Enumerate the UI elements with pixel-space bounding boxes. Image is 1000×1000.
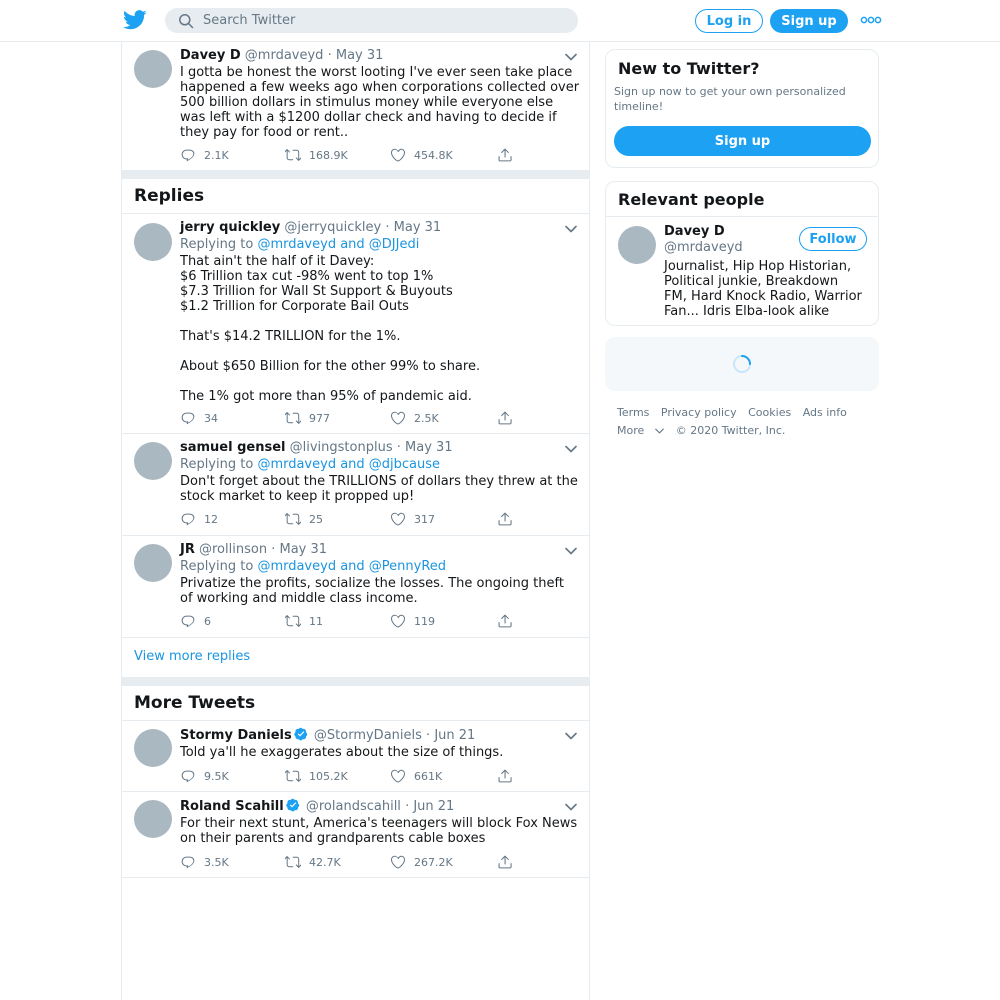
retweet-button[interactable] xyxy=(285,410,330,426)
reply-button[interactable] xyxy=(180,511,218,527)
retweet-count: 42.7K xyxy=(309,855,341,869)
tweet-date[interactable]: May 31 xyxy=(405,440,453,455)
more-tweet[interactable] xyxy=(122,792,589,878)
like-count: 454.8K xyxy=(414,148,453,162)
chevron-down-icon[interactable] xyxy=(565,803,577,811)
tweet-header xyxy=(180,542,327,558)
tweet-author-handle[interactable]: @rollinson xyxy=(199,542,268,557)
tweet-actions xyxy=(180,768,520,784)
separator-dot: · xyxy=(426,728,431,743)
tweet-author-name[interactable]: jerry quickley xyxy=(180,220,281,235)
tweet-text: Don't forget about the TRILLIONS of dollars they threw at the stock market to keep it propped up! xyxy=(180,474,583,504)
tweet-date[interactable]: Jun 21 xyxy=(413,799,455,814)
replying-to-link[interactable]: @mrdaveyd and @DJJedi xyxy=(257,237,420,252)
avatar[interactable] xyxy=(134,544,172,582)
replying-to-label: Replying to xyxy=(180,559,254,574)
tweet-author-name[interactable]: Stormy Daniels xyxy=(180,728,292,743)
retweet-button[interactable] xyxy=(285,854,341,870)
share-button[interactable] xyxy=(497,410,521,426)
login-button[interactable]: Log in xyxy=(695,9,763,33)
like-button[interactable] xyxy=(390,147,453,163)
chevron-down-icon[interactable] xyxy=(565,53,577,61)
like-count: 317 xyxy=(414,512,435,526)
retweet-count: 105.2K xyxy=(309,769,348,783)
reply-tweet[interactable] xyxy=(122,434,589,536)
follow-button[interactable]: Follow xyxy=(799,227,867,251)
loading-card xyxy=(605,337,879,391)
spinner-icon xyxy=(732,354,752,374)
retweet-icon xyxy=(285,768,301,784)
person-handle[interactable]: @mrdaveyd xyxy=(664,240,743,255)
avatar[interactable] xyxy=(134,50,172,88)
terms-link[interactable]: Terms xyxy=(617,406,650,419)
like-icon xyxy=(390,511,406,527)
like-count: 267.2K xyxy=(414,855,453,869)
reply-count: 3.5K xyxy=(204,855,229,869)
retweet-icon xyxy=(285,511,301,527)
tweet-author-name[interactable]: JR xyxy=(180,542,195,557)
share-icon xyxy=(497,511,513,527)
sidebar-signup-button[interactable]: Sign up xyxy=(614,126,871,156)
share-button[interactable] xyxy=(497,854,521,870)
tweet-date[interactable]: May 31 xyxy=(393,220,442,235)
search-icon xyxy=(178,13,194,29)
footer-links xyxy=(617,404,879,440)
separator-dot: · xyxy=(385,220,390,235)
reply-icon xyxy=(180,768,196,784)
reply-count: 2.1K xyxy=(204,148,229,162)
separator-dot: · xyxy=(405,799,410,814)
share-icon xyxy=(497,854,513,870)
reply-icon xyxy=(180,613,196,629)
section-separator xyxy=(122,678,589,686)
reply-button[interactable] xyxy=(180,768,229,784)
retweet-icon xyxy=(285,854,301,870)
more-tweet[interactable] xyxy=(122,721,589,792)
tweet-text: That ain't the half of it Davey: $6 Trillion tax cut -98% went to top 1% $7.3 Trillion for Wall St Support & Buyouts $1.2 Trillion for Corporate Bail Outs That's $14.2 TRILLION for the 1%. About $650 Billion for the other 99% to share. The 1% got more than 95% of pandemic aid. xyxy=(180,254,481,404)
retweet-button[interactable] xyxy=(285,613,323,629)
tweet-author-name[interactable]: samuel gensel xyxy=(180,440,286,455)
reply-tweet[interactable] xyxy=(122,536,589,638)
tweet-text: I gotta be honest the worst looting I've ever seen take place happened a few weeks ago when corporations collected over 500 billion dollars in stimulus money while everyone else was left with a $1200 dollar check and having to decide if they pay for food or rent.. xyxy=(180,65,584,140)
more-tweets-heading: More Tweets xyxy=(122,686,589,721)
new-to-twitter-title: New to Twitter? xyxy=(618,59,760,78)
tweet-header xyxy=(180,220,441,236)
retweet-count: 977 xyxy=(309,411,330,425)
replying-to-label: Replying to xyxy=(180,237,254,252)
avatar[interactable] xyxy=(134,223,172,261)
relevant-people-card xyxy=(605,181,879,326)
reply-icon xyxy=(180,854,196,870)
reply-tweet[interactable] xyxy=(122,214,589,434)
tweet-actions xyxy=(180,147,520,163)
signup-button[interactable]: Sign up xyxy=(770,9,848,33)
main-tweet[interactable] xyxy=(122,42,589,171)
replying-to-link[interactable]: @mrdaveyd and @PennyRed xyxy=(257,559,447,574)
tweet-date[interactable]: Jun 21 xyxy=(434,728,476,743)
reply-icon xyxy=(180,147,196,163)
privacy-link[interactable]: Privacy policy xyxy=(660,406,737,419)
copyright: © 2020 Twitter, Inc. xyxy=(675,424,786,437)
share-icon xyxy=(497,147,513,163)
reply-count: 6 xyxy=(204,614,211,628)
tweet-actions xyxy=(180,613,520,629)
like-button[interactable] xyxy=(390,511,435,527)
avatar[interactable] xyxy=(134,729,172,767)
tweet-actions xyxy=(180,854,520,870)
tweet-header xyxy=(180,440,453,456)
like-icon xyxy=(390,147,406,163)
main-column xyxy=(121,42,590,1000)
chevron-down-icon[interactable] xyxy=(565,732,577,740)
reply-count: 9.5K xyxy=(204,769,229,783)
retweet-button[interactable] xyxy=(285,768,348,784)
tweet-header xyxy=(180,727,475,744)
share-button[interactable] xyxy=(497,511,521,527)
search-input[interactable] xyxy=(203,8,563,33)
share-button[interactable] xyxy=(497,147,521,163)
tweet-author-handle[interactable]: @StormyDaniels xyxy=(313,728,422,743)
like-button[interactable] xyxy=(390,854,453,870)
like-count: 119 xyxy=(414,614,435,628)
chevron-down-icon[interactable] xyxy=(565,445,577,453)
share-button[interactable] xyxy=(497,613,521,629)
reply-count: 34 xyxy=(204,411,218,425)
relevant-people-title: Relevant people xyxy=(618,190,765,209)
replying-to xyxy=(180,559,446,575)
retweet-count: 11 xyxy=(309,614,323,628)
like-button[interactable] xyxy=(390,613,435,629)
share-button[interactable] xyxy=(497,768,521,784)
like-icon xyxy=(390,613,406,629)
replying-to xyxy=(180,237,419,253)
reply-icon xyxy=(180,410,196,426)
more-label: More xyxy=(617,424,645,437)
retweet-button[interactable] xyxy=(285,511,323,527)
divider xyxy=(606,216,878,217)
tweet-author-handle[interactable]: @rolandscahill xyxy=(305,799,401,814)
verified-icon xyxy=(286,798,300,812)
retweet-count: 25 xyxy=(309,512,323,526)
tweet-text: Told ya'll he exaggerates about the size of things. xyxy=(180,745,504,760)
tweet-date[interactable]: May 31 xyxy=(335,48,384,63)
view-more-replies-link[interactable]: View more replies xyxy=(122,638,589,678)
cookies-link[interactable]: Cookies xyxy=(748,406,792,419)
like-button[interactable] xyxy=(390,410,439,426)
more-link[interactable] xyxy=(617,424,664,437)
tweet-author-name[interactable]: Roland Scahill xyxy=(180,799,284,814)
separator-dot: · xyxy=(396,440,401,455)
tweet-author-handle[interactable]: @livingstonplus xyxy=(289,440,393,455)
reply-button[interactable] xyxy=(180,613,211,629)
new-to-twitter-subtitle: Sign up now to get your own personalized timeline! xyxy=(614,85,846,113)
reply-button[interactable] xyxy=(180,854,229,870)
person-name[interactable]: Davey D xyxy=(664,224,725,239)
person-bio: Journalist, Hip Hop Historian, Political junkie, Breakdown FM, Hard Knock Radio, Warrior Fan... Idris Elba-look alike xyxy=(664,259,862,319)
like-icon xyxy=(390,854,406,870)
retweet-button[interactable] xyxy=(285,147,348,163)
tweet-header xyxy=(180,48,383,64)
tweet-text: Privatize the profits, socialize the losses. The ongoing theft of working and middle class income. xyxy=(180,576,569,606)
replying-to-label: Replying to xyxy=(180,457,254,472)
chevron-down-icon xyxy=(655,428,664,434)
tweet-actions xyxy=(180,410,520,426)
avatar[interactable] xyxy=(134,442,172,480)
tweet-author-handle[interactable]: @jerryquickley xyxy=(284,220,382,235)
avatar[interactable] xyxy=(618,226,656,264)
more-dots-icon[interactable] xyxy=(860,12,882,28)
reply-button[interactable] xyxy=(180,147,229,163)
reply-count: 12 xyxy=(204,512,218,526)
like-button[interactable] xyxy=(390,768,442,784)
separator-dot: · xyxy=(327,48,332,63)
new-to-twitter-card xyxy=(605,49,879,168)
chevron-down-icon[interactable] xyxy=(565,547,577,555)
reply-button[interactable] xyxy=(180,410,218,426)
retweet-icon xyxy=(285,613,301,629)
replying-to-link[interactable]: @mrdaveyd and @djbcause xyxy=(257,457,441,472)
like-count: 661K xyxy=(414,769,443,783)
tweet-actions xyxy=(180,511,520,527)
like-icon xyxy=(390,768,406,784)
chevron-down-icon[interactable] xyxy=(565,225,577,233)
tweet-author-handle[interactable]: @mrdaveyd xyxy=(244,48,324,63)
section-separator xyxy=(122,171,589,179)
separator-dot: · xyxy=(271,542,276,557)
tweet-date[interactable]: May 31 xyxy=(279,542,328,557)
ads-info-link[interactable]: Ads info xyxy=(802,406,847,419)
top-navigation-bar xyxy=(0,0,1000,42)
retweet-icon xyxy=(285,410,301,426)
replying-to xyxy=(180,457,440,473)
share-icon xyxy=(497,613,513,629)
tweet-text: For their next stunt, America's teenagers will block Fox News on their parents and grandparents cable boxes xyxy=(180,816,582,846)
search-box[interactable] xyxy=(165,8,578,33)
verified-icon xyxy=(294,727,308,741)
retweet-icon xyxy=(285,147,301,163)
tweet-author-name[interactable]: Davey D xyxy=(180,48,241,63)
reply-icon xyxy=(180,511,196,527)
share-icon xyxy=(497,768,513,784)
like-icon xyxy=(390,410,406,426)
retweet-count: 168.9K xyxy=(309,148,348,162)
tweet-header xyxy=(180,798,454,815)
share-icon xyxy=(497,410,513,426)
replies-heading: Replies xyxy=(122,179,589,214)
avatar[interactable] xyxy=(134,800,172,838)
like-count: 2.5K xyxy=(414,411,439,425)
twitter-bird-icon[interactable] xyxy=(123,9,147,31)
